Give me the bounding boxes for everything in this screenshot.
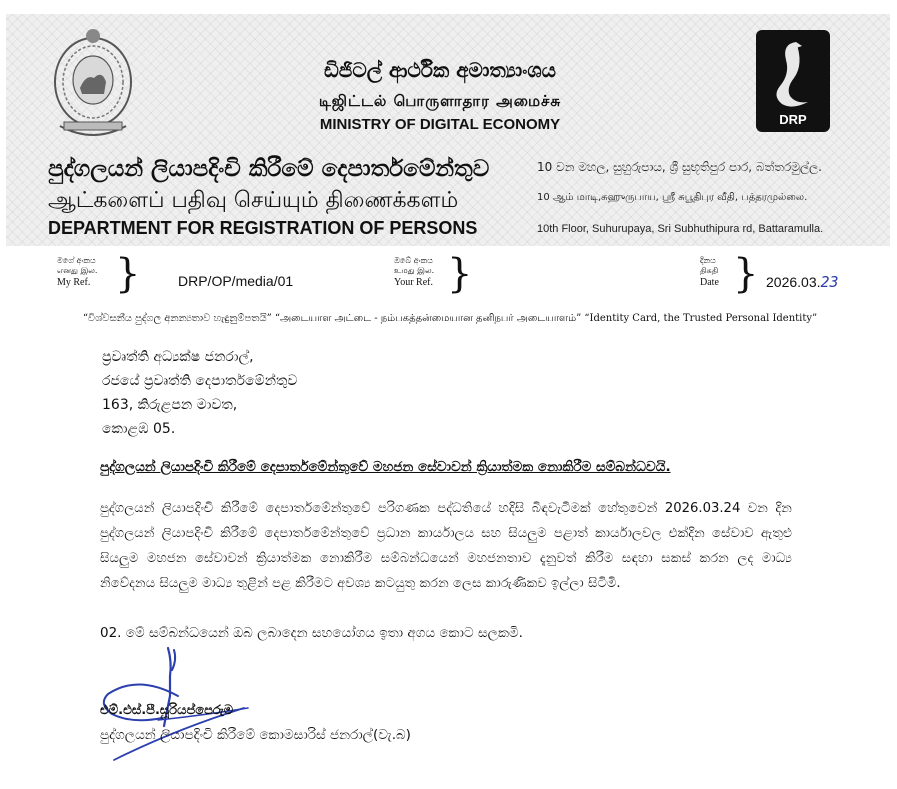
department-name-sinhala: පුද්ගලයන් ලියාපදිංචි කිරීමේ දෙපාර්තමේන්තුව [48,156,490,182]
brace: } [447,251,473,297]
addressee-block [102,345,297,441]
brace: } [733,251,759,297]
your-ref-label-ta: உமது இல. [394,266,435,275]
address-tamil: 10 ஆம் மாடி,சுஹுருபாய, ஸ்ரீ சுபூதிபுர வீதி, பத்தரமுல்லை. [537,192,808,203]
signatory-title: පුද්ගලයන් ලියාපදිංචි කිරීමේ කොමසාරිස් ජනරාල්(වැ.බ) [100,727,411,743]
date-value [766,273,839,291]
my-ref-label-ta: எனது இல. [57,266,98,275]
my-ref-label-si: මගේ අංකය [57,256,96,265]
ministry-name-tamil: டிஜிட்டல் பொருளாதார அமைச்சு [318,92,562,110]
addressee-line: කොළඹ 05. [102,421,176,437]
ministry-name-english: MINISTRY OF DIGITAL ECONOMY [319,116,561,133]
closing-paragraph: 02. මේ සම්බන්ධයෙන් ඔබ ලබාදෙන සහයෝගය ඉතා අගය කොට සලකමි. [100,625,523,641]
date-printed: 2026.03. [766,274,821,290]
my-ref-label [57,256,97,289]
drp-logo [756,30,830,132]
your-ref-label [394,256,434,289]
subject-line: පුද්ගලයන් ලියාපදිංචි කිරීමේ දෙපාර්තමේන්තුවේ මහජන සේවාවන් ක්‍රියාත්මක නොකිරීම සම්බන්ධවයි. [100,459,671,475]
date-label-en: Date [700,277,719,288]
my-ref-value: DRP/OP/media/01 [178,273,294,289]
address-english: 10th Floor, Suhurupaya, Sri Subhuthipura rd, Battaramulla. [537,223,824,235]
addressee-line: රජයේ ප්‍රවෘත්ති දෙපාර්තමේන්තුව [102,373,298,389]
sri-lanka-emblem-icon [52,22,134,140]
logo-text: DRP [779,112,807,127]
date-label [700,256,719,289]
signatory-name: එම්.එස්.පී.සූරියප්පෙරුම [100,703,234,718]
brace: } [115,251,141,297]
date-handwritten: 23 [820,273,839,291]
addressee-line: ප්‍රවෘත්ති අධ්‍යක්ෂ ජනරාල්, [102,349,254,365]
department-name-english: DEPARTMENT FOR REGISTRATION OF PERSONS [48,218,478,238]
your-ref-label-si: ඔබේ අංකය [394,256,433,265]
body-paragraph: පුද්ගලයන් ලියාපදිංචි කිරීමේ දෙපාර්තමේන්තුවේ පරිගණක පද්ධතියේ හදිසි බිඳවැටීමක් හේතුවෙන් 2026.03.24 වන දින පුද්ගලයන් ලියාපදිංචි කිරීමේ දෙපාර්තමේන්තුවේ ප්‍රධාන කාර්යාලය සහ සියලුම පළාත් කාර්යාලවල එක්දින සේවාව ඇතුළු සියලුම මහජන සේවාවන් ක්‍රියාත්මක නොකිරීම සම්බන්ධයෙන් මහජනතාව දැනුවත් කිරීම සඳහා සකස් කරන ලද මාධ්‍ය නිවේදනය සියලුම මාධ්‍ය තුළින් පළ කිරීමට අවශ්‍ය කටයුතු කරන ලෙස කාරුණිකව ඉල්ලා සිටිමි. [100,501,792,591]
motto: “විශ්වසනීය පුද්ගල අනන්‍යතාව හැඳුනුම්පතයි” “அடையாள அட்டை - நம்பகத்தன்மையான தனிநபர் அடையாளம்” “Identity Card, the Trusted Personal Identity” [82,313,818,324]
your-ref-label-en: Your Ref. [394,277,433,288]
my-ref-label-en: My Ref. [57,277,91,288]
address-sinhala: 10 වන මහල, සුහුරුපාය, ශ්‍රී සුභූතිපුර පාර, බත්තරමුල්ල. [537,160,822,174]
ministry-name-sinhala: ඩිජිටල් ආර්ථික අමාත්‍යාංශය [323,58,557,82]
date-label-si: දිනය [700,256,716,265]
department-name-tamil: ஆட்களைப் பதிவு செய்யும் திணைக்களம் [48,188,459,213]
date-label-ta: திகதி [700,266,719,275]
addressee-line: 163, කිරුළපන මාවත, [102,397,238,413]
